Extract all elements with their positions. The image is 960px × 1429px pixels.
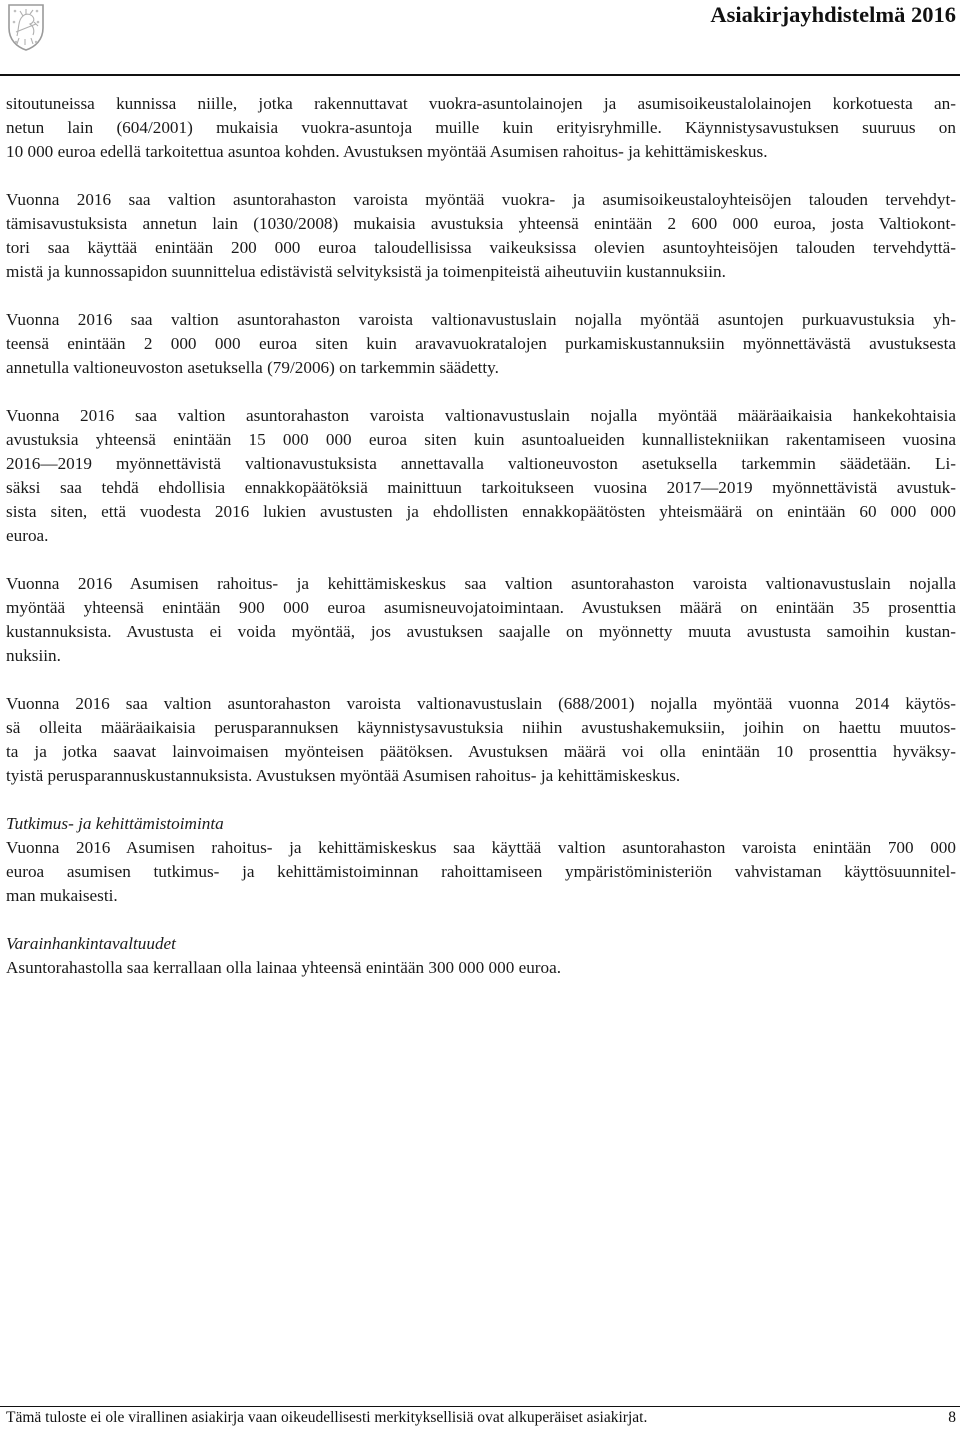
paragraph: [6, 572, 956, 668]
text-line: sista siten, että vuodesta 2016 lukien avustusten ja ehdollisten ennakkopäätösten yhteismäärä on enintään 60 000 000: [6, 502, 956, 521]
paragraph: [6, 932, 956, 980]
footer-divider: [0, 1406, 960, 1407]
text-line: nuksiin.: [6, 646, 61, 665]
finnish-coat-of-arms-icon: [6, 2, 46, 52]
paragraph: [6, 92, 956, 164]
text-line: mistä ja kunnossapidon suunnittelua edistävistä selvityksistä ja toimenpiteistä aiheutuviin kustannuksiin.: [6, 262, 726, 281]
text-line: Vuonna 2016 saa valtion asuntorahaston varoista myöntää vuokra- ja asumisoikeustaloyhteisöjen talouden tervehdyt-: [6, 190, 956, 209]
paragraph: [6, 308, 956, 380]
text-line: euroa.: [6, 526, 49, 545]
text-line: kustannuksista. Avustusta ei voida myöntää, jos avustuksen saajalle on myönnetty muuta avustusta samoihin kustan-: [6, 622, 956, 641]
text-line: säksi saa tehdä ehdollisia ennakkopäätöksiä mainittuun tarkoitukseen vuosina 2017—2019 myönnettävistä avustuk-: [6, 478, 956, 497]
text-line: 2016—2019 myönnettävistä valtionavustuksista annettavalla valtioneuvoston asetuksella tarkemmin säädetään. Li-: [6, 454, 956, 473]
section-heading: Tutkimus- ja kehittämistoiminta: [6, 814, 224, 833]
text-line: Asuntorahastolla saa kerrallaan olla lainaa yhteensä enintään 300 000 000 euroa.: [6, 958, 562, 977]
text-line: Vuonna 2016 saa valtion asuntorahaston varoista valtionavustuslain nojalla myöntää määräaikaisia hankekohtaisia: [6, 406, 956, 425]
page-header: [0, 0, 960, 78]
paragraph: [6, 812, 956, 908]
text-line: sä olleita määräaikaisia perusparannuksen käynnistysavustuksia niihin avustushakemuksiin, joihin on haettu muutos-: [6, 718, 956, 737]
section-heading: Varainhankintavaltuudet: [6, 934, 176, 953]
paragraph: [6, 692, 956, 788]
text-line: annetulla valtioneuvoston asetuksella (79/2006) on tarkemmin säädetty.: [6, 358, 499, 377]
text-line: tyistä perusparannuskustannuksista. Avustuksen myöntää Asumisen rahoitus- ja kehittämiskeskus.: [6, 766, 681, 785]
text-line: sitoutuneissa kunnissa niille, jotka rakennuttavat vuokra-asuntolainojen ja asumisoikeustalolainojen korkotuesta an-: [6, 94, 956, 113]
footer-disclaimer: Tämä tuloste ei ole virallinen asiakirja vaan oikeudellisesti merkityksellisiä ovat alkuperäiset asiakirjat.: [6, 1409, 648, 1426]
text-line: avustuksia yhteensä enintään 15 000 000 euroa siten kuin asuntoalueiden kunnallistekniikan rakentamiseen vuosina: [6, 430, 956, 449]
text-line: myöntää yhteensä enintään 900 000 euroa asumisneuvojatoimintaan. Avustuksen määrä on enintään 35 prosenttia: [6, 598, 956, 617]
text-line: netun lain (604/2001) mukaisia vuokra-asuntoja muille kuin erityisryhmille. Käynnistysavustuksen suuruus on: [6, 118, 956, 137]
document-title: Asiakirjayhdistelmä 2016: [710, 2, 956, 27]
paragraph: [6, 404, 956, 548]
paragraph: [6, 188, 956, 284]
text-line: Vuonna 2016 Asumisen rahoitus- ja kehittämiskeskus saa valtion asuntorahaston varoista valtionavustuslain nojalla: [6, 574, 956, 593]
text-line: Vuonna 2016 saa valtion asuntorahaston varoista valtionavustuslain (688/2001) nojalla myöntää vuonna 2014 käytös-: [6, 694, 956, 713]
text-line: tori saa käyttää enintään 200 000 euroa taloudellisissa vaikeuksissa olevien asuntoyhteisöjen talouden tervehdyttä-: [6, 238, 956, 257]
header-divider: [0, 74, 960, 76]
text-line: 10 000 euroa edellä tarkoitettua asuntoa kohden. Avustuksen myöntää Asumisen rahoitus- ja kehittämiskeskus.: [6, 142, 768, 161]
text-line: ta ja jotka saavat lainvoimaisen myönteisen päätöksen. Avustuksen määrä voi olla enintään 10 prosenttia hyväksy-: [6, 742, 956, 761]
page-number: 8: [948, 1409, 956, 1426]
text-line: teensä enintään 2 000 000 euroa siten kuin aravavuokratalojen purkamiskustannuksiin myönnettävästä avustuksesta: [6, 334, 956, 353]
text-line: man mukaisesti.: [6, 886, 118, 905]
text-line: Vuonna 2016 saa valtion asuntorahaston varoista valtionavustuslain nojalla myöntää asuntojen purkuavustuksia yh-: [6, 310, 956, 329]
text-line: Vuonna 2016 Asumisen rahoitus- ja kehittämiskeskus saa käyttää valtion asuntorahaston varoista enintään 700 000: [6, 838, 956, 857]
text-line: euroa asumisen tutkimus- ja kehittämistoiminnan rahoittamiseen ympäristöministeriön vahvistaman käyttösuunnitel-: [6, 862, 956, 881]
text-line: tämisavustuksista annetun lain (1030/2008) mukaisia avustuksia yhteensä enintään 2 600 000 euroa, josta Valtiokont-: [6, 214, 956, 233]
document-body: [6, 92, 956, 1004]
